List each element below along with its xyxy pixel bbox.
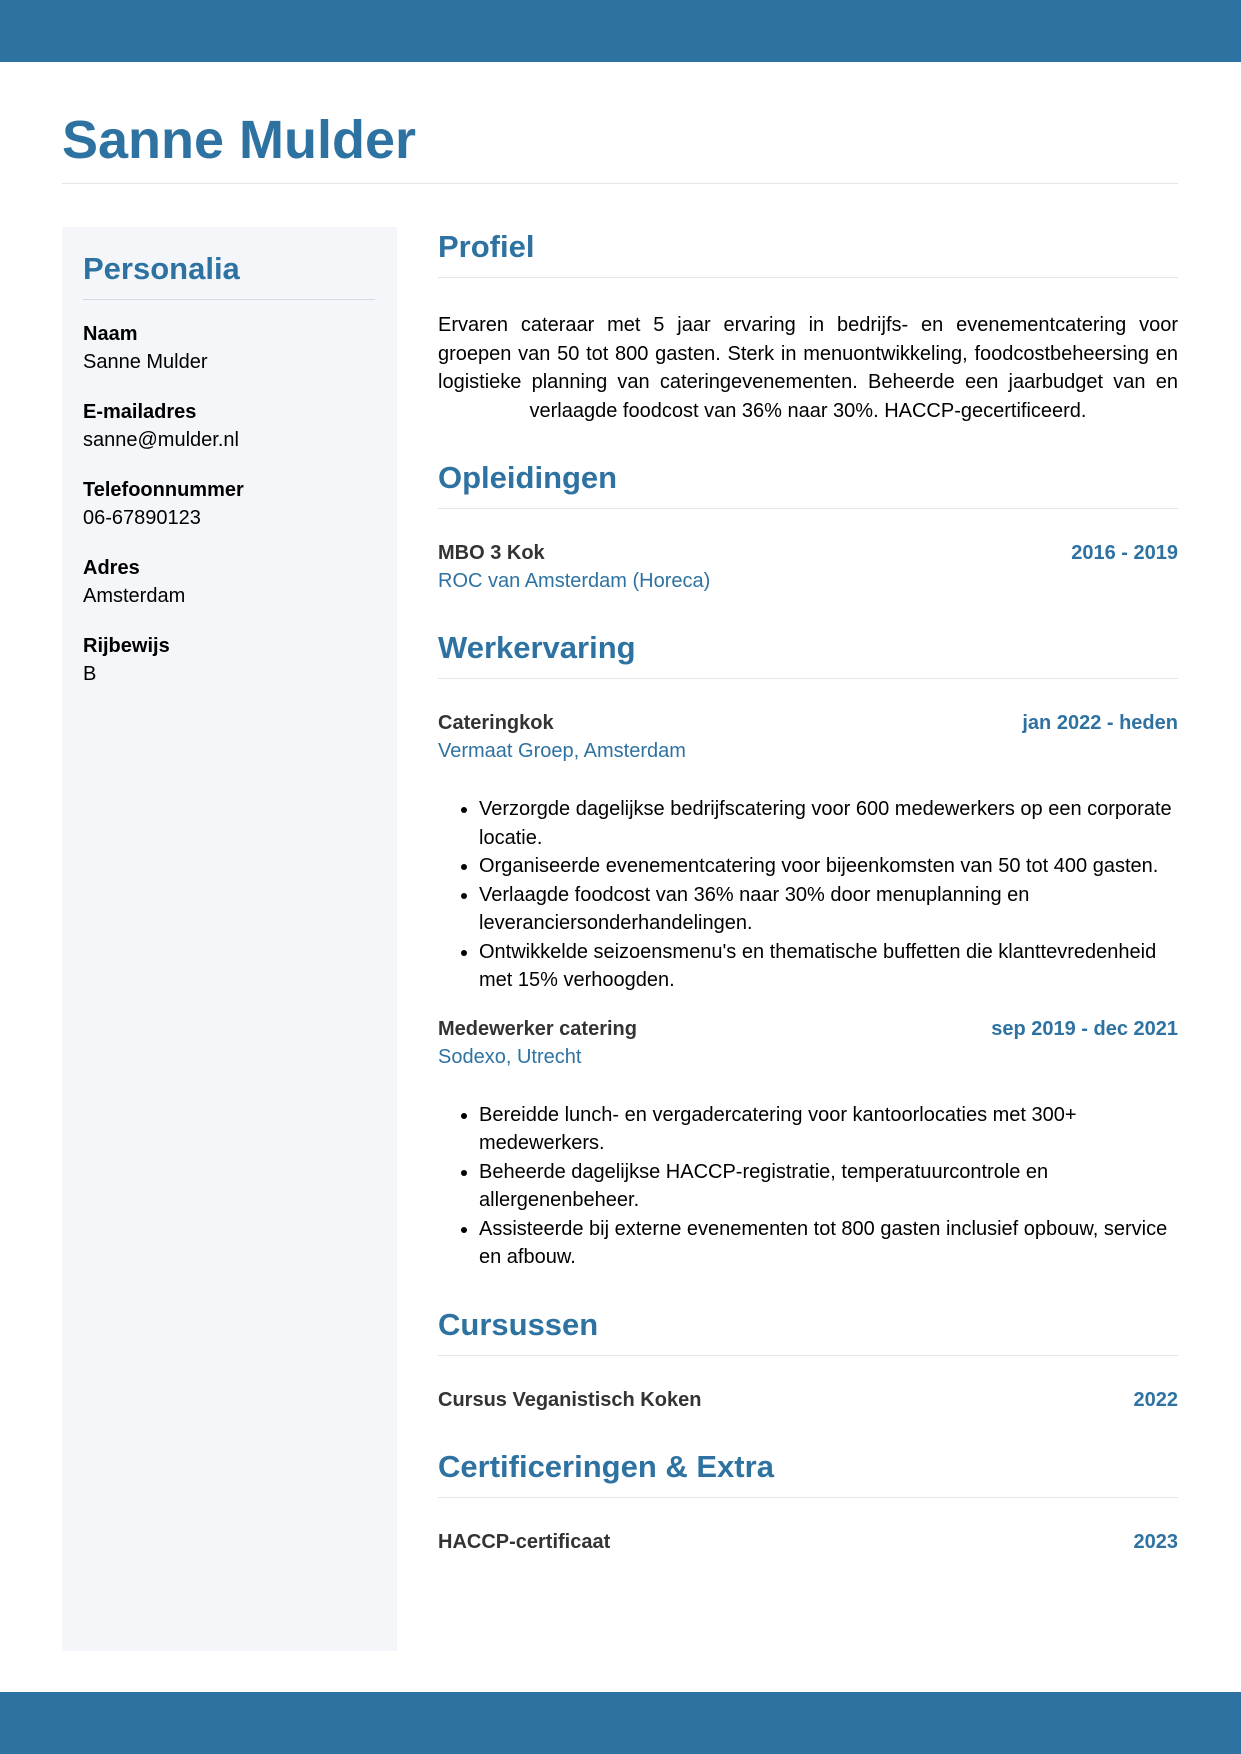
- entry-organization: ROC van Amsterdam (Horeca): [438, 570, 711, 592]
- entry-title: HACCP-certificaat: [438, 1530, 611, 1553]
- field-value: Amsterdam: [83, 585, 186, 607]
- achievement-item: • Verlaagde foodcost van 36% naar 30% door menuplanning en leveranciersonderhandelingen.: [479, 881, 1178, 938]
- entry-title: MBO 3 Kok: [438, 542, 545, 564]
- resume-main: [438, 224, 1178, 1556]
- entry-organization: Sodexo, Utrecht: [438, 1045, 582, 1068]
- profile-text: Ervaren cateraar met 5 jaar ervaring in bedrijfs- en evenementcatering voor groepen van 50 tot 800 gasten. Sterk in menuontwikkeling, foodcostbeheersing en logistieke planning van cateringevenementen. Beheerde een jaarbudget van en verlaagde foodcost van 36% naar 30%. HACCP-gecertificeerd.: [438, 314, 1178, 422]
- resume-name: Sanne Mulder: [62, 110, 417, 170]
- entry-title: Cursus Veganistisch Koken: [438, 1388, 702, 1411]
- personal-details-sidebar: [62, 227, 397, 1651]
- entry-date: 2022: [1133, 1388, 1178, 1411]
- education-section: [438, 455, 1178, 595]
- section-title: Opleidingen: [438, 460, 618, 495]
- personal-fields: [83, 320, 375, 710]
- experience-section: [438, 625, 1178, 1272]
- achievement-item: • Verzorgde dagelijkse bedrijfscatering voor 600 medewerkers op een corporate locatie.: [479, 795, 1178, 852]
- entry-title: Medewerker catering: [438, 1017, 637, 1040]
- entry-date: 2016 - 2019: [1071, 542, 1178, 564]
- sidebar-divider: [83, 299, 375, 300]
- section-divider: [438, 678, 1178, 679]
- section-divider: [438, 1497, 1178, 1498]
- field-value: sanne@mulder.nl: [83, 429, 239, 451]
- education-entry: [438, 539, 1178, 595]
- achievement-item: • Assisteerde bij externe evenementen tot 800 gasten inclusief opbouw, service en afbouw.: [479, 1215, 1178, 1272]
- field-address: [83, 554, 375, 610]
- field-value: B: [83, 663, 97, 685]
- top-banner: [0, 0, 1241, 62]
- profile-section: [438, 224, 1178, 425]
- achievement-item: • Beheerde dagelijkse HACCP-registratie, temperatuurcontrole en allergenenbeheer.: [479, 1158, 1178, 1215]
- achievement-list: [438, 795, 1178, 995]
- section-divider: [438, 508, 1178, 509]
- field-email: [83, 398, 375, 454]
- field-value: 06-67890123: [83, 507, 201, 529]
- section-title: Profiel: [438, 229, 535, 264]
- experience-entry: [438, 1015, 1178, 1272]
- section-divider: [438, 1355, 1178, 1356]
- field-phone: [83, 476, 375, 532]
- section-title: Certificeringen & Extra: [438, 1448, 774, 1484]
- field-name: [83, 320, 375, 376]
- experience-entry: [438, 709, 1178, 995]
- section-title: Cursussen: [438, 1306, 599, 1342]
- certification-entry: [438, 1528, 1178, 1556]
- achievement-item: • Ontwikkelde seizoensmenu's en thematische buffetten die klanttevredenheid met 15% verhoogden.: [479, 938, 1178, 995]
- field-label: E-mailadres: [83, 401, 197, 423]
- field-value: Sanne Mulder: [83, 351, 208, 373]
- achievement-item: • Organiseerde evenementcatering voor bijeenkomsten van 50 tot 400 gasten.: [479, 852, 1178, 881]
- bottom-banner: [0, 1692, 1241, 1754]
- course-entry: [438, 1386, 1178, 1414]
- courses-section: [438, 1302, 1178, 1414]
- sidebar-title: Personalia: [83, 251, 240, 286]
- section-divider: [438, 277, 1178, 278]
- entry-date: 2023: [1133, 1530, 1178, 1553]
- field-label: Naam: [83, 323, 138, 345]
- entry-title: Cateringkok: [438, 712, 554, 734]
- entry-organization: Vermaat Groep, Amsterdam: [438, 740, 686, 762]
- field-license: [83, 632, 375, 688]
- name-divider: [62, 183, 1178, 184]
- field-label: Rijbewijs: [83, 635, 170, 657]
- entry-date: sep 2019 - dec 2021: [991, 1017, 1178, 1040]
- field-label: Adres: [83, 557, 140, 579]
- achievement-item: • Bereidde lunch- en vergadercatering voor kantoorlocaties met 300+ medewerkers.: [479, 1101, 1178, 1158]
- achievement-list: [438, 1101, 1178, 1272]
- entry-date: jan 2022 - heden: [1022, 712, 1178, 734]
- field-label: Telefoonnummer: [83, 479, 244, 501]
- section-title: Werkervaring: [438, 630, 636, 665]
- certifications-section: [438, 1444, 1178, 1556]
